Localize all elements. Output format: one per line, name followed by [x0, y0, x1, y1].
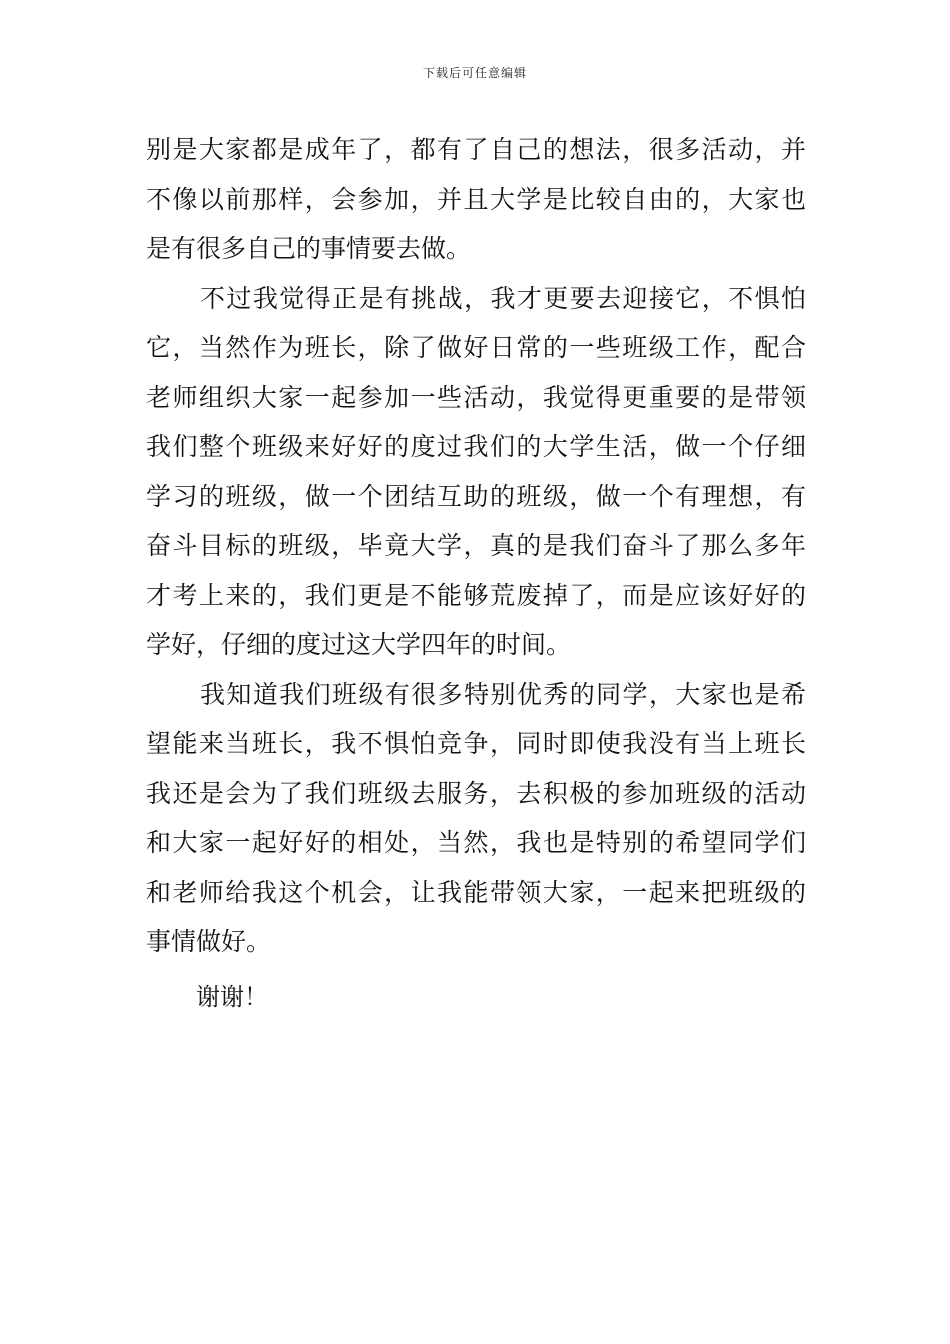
- paragraph-line: 我知道我们班级有很多特别优秀的同学，大家也是希: [200, 679, 806, 709]
- paragraph-line: 和大家一起好好的相处，当然，我也是特别的希望同学们: [146, 828, 806, 857]
- paragraph-line: 老师组织大家一起参加一些活动，我觉得更重要的是带领: [146, 382, 806, 412]
- paragraph-line: 我们整个班级来好好的度过我们的大学生活，做一个仔细: [146, 432, 806, 461]
- paragraph-line: 奋斗目标的班级，毕竟大学，真的是我们奋斗了那么多年: [146, 531, 806, 560]
- page-header: 下载后可任意编辑: [422, 66, 527, 80]
- paragraph-line: 我还是会为了我们班级去服务，去积极的参加班级的活动: [146, 778, 806, 808]
- paragraph-line: 事情做好。: [146, 927, 272, 956]
- paragraph-line: 才考上来的，我们更是不能够荒废掉了，而是应该好好的: [146, 580, 806, 610]
- paragraph-line: 它，当然作为班长，除了做好日常的一些班级工作，配合: [146, 333, 806, 362]
- paragraph-line: 不过我觉得正是有挑战，我才更要去迎接它，不惧怕: [200, 283, 806, 313]
- paragraph-line: 学好，仔细的度过这大学四年的时间。: [146, 630, 572, 659]
- paragraph-line: 望能来当班长，我不惧怕竞争，同时即使我没有当上班长: [146, 729, 806, 758]
- paragraph-line: 学习的班级，做一个团结互助的班级，做一个有理想，有: [146, 481, 806, 511]
- closing-text: 谢谢！: [196, 983, 268, 1011]
- document-body: [146, 125, 806, 967]
- paragraph-line: 别是大家都是成年了，都有了自己的想法，很多活动，并: [146, 135, 806, 164]
- paragraph-line: 和老师给我这个机会，让我能带领大家，一起来把班级的: [146, 877, 806, 907]
- paragraph-line: 不像以前那样，会参加，并且大学是比较自由的，大家也: [146, 184, 806, 214]
- paragraph-line: 是有很多自己的事情要去做。: [146, 234, 472, 263]
